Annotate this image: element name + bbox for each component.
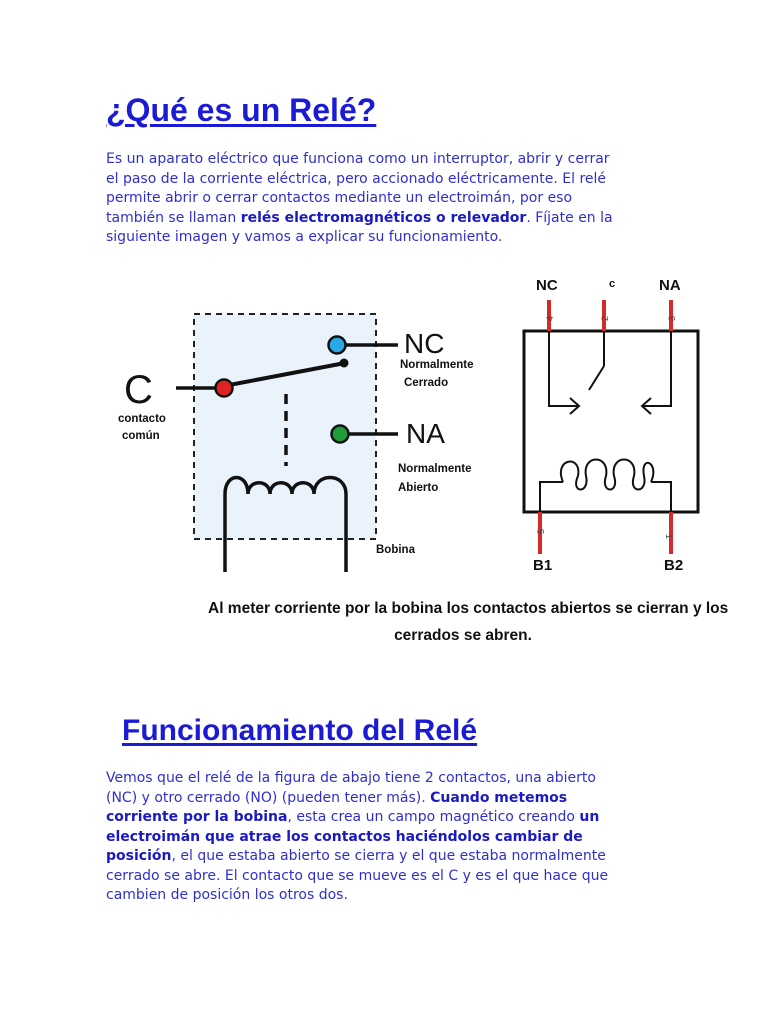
text-run: Es un aparato eléctrico que funciona como un interruptor, abrir y cerrar [106, 151, 610, 167]
pin-number-c: 2 [600, 315, 610, 321]
pinout-nc-label: NC [536, 277, 558, 294]
common-label-1: contacto [118, 413, 166, 425]
coil-label: Bobina [376, 544, 415, 556]
paragraph-line [106, 150, 676, 170]
figure-caption [208, 595, 729, 649]
na-desc-1: Normalmente [398, 463, 472, 475]
pinout-c-label: c [609, 278, 616, 290]
relay-housing-box [194, 314, 376, 539]
common-letter: C [124, 368, 153, 412]
bold-text: posición [106, 848, 172, 864]
paragraph-line [106, 867, 696, 887]
bold-text: un [579, 809, 600, 825]
text-run: siguiente imagen y vamos a explicar su funcionamiento. [106, 229, 503, 245]
paragraph-line [106, 228, 676, 248]
paragraph-line [106, 789, 696, 809]
paragraph-line [106, 189, 676, 209]
relay-figure [108, 262, 728, 657]
text-run: cerrado se abre. El contacto que se mueve es el C y es el que hace que [106, 867, 609, 884]
text-run: cambien de posición los otros dos. [106, 887, 348, 903]
heading-que-es-un-rele: ¿Qué es un Relé? [106, 92, 377, 128]
caption-line-1: Al meter corriente por la bobina los contactos abiertos se cierran y los [208, 600, 729, 617]
common-label-2: común [122, 430, 160, 442]
nc-desc-1: Normalmente [400, 359, 474, 371]
text-run: el paso de la corriente eléctrica, pero accionado eléctricamente. El relé [106, 170, 607, 187]
funcionamiento-paragraph [106, 769, 696, 906]
nc-label: NC [404, 328, 445, 359]
relay-schematic [108, 262, 728, 592]
paragraph-line [106, 847, 696, 867]
pinout-b1-label: B1 [533, 557, 553, 574]
heading-funcionamiento: Funcionamiento del Relé [122, 714, 478, 747]
bold-text: corriente por la bobina [106, 809, 288, 825]
bold-text: electroimán que atrae los contactos haciéndolos cambiar de [106, 828, 583, 845]
paragraph-line [106, 209, 676, 229]
bold-text: Cuando metemos [430, 789, 568, 806]
na-contact-dot [332, 426, 349, 443]
intro-paragraph [106, 150, 676, 248]
paragraph-line [106, 808, 696, 828]
pin-number-na: 3 [667, 315, 677, 321]
caption-line-2: cerrados se abren. [394, 627, 532, 644]
pin-number-nc: 4 [545, 315, 555, 321]
text-run: también se llaman [106, 209, 241, 226]
pin-number-b1: 5 [536, 528, 546, 534]
text-run: . Fíjate en la [526, 209, 613, 226]
na-label: NA [406, 418, 445, 449]
pin-number-b2: 1 [664, 534, 674, 540]
bold-text: relés electromagnéticos o relevador [240, 209, 527, 226]
text-run: Vemos que el relé de la figura de abajo tiene 2 contactos, una abierto [106, 770, 596, 786]
text-run: , esta crea un campo magnético creando [287, 809, 580, 825]
paragraph-line [106, 886, 696, 906]
pinout-b2-label: B2 [664, 557, 684, 574]
armature-pivot [340, 359, 349, 368]
text-run: permite abrir o cerrar contactos mediante un electroimán, por eso [106, 190, 573, 206]
paragraph-line [106, 769, 696, 789]
paragraph-line [106, 828, 696, 848]
na-desc-2: Abierto [398, 482, 439, 494]
paragraph-line [106, 170, 676, 190]
text-run: , el que estaba abierto se cierra y el que estaba normalmente [171, 848, 606, 864]
text-run: (NC) y otro cerrado (NO) (pueden tener más). [106, 789, 431, 806]
common-contact-dot [216, 380, 233, 397]
pinout-na-label: NA [659, 277, 681, 294]
nc-desc-2: Cerrado [404, 377, 449, 389]
nc-contact-dot [329, 337, 346, 354]
